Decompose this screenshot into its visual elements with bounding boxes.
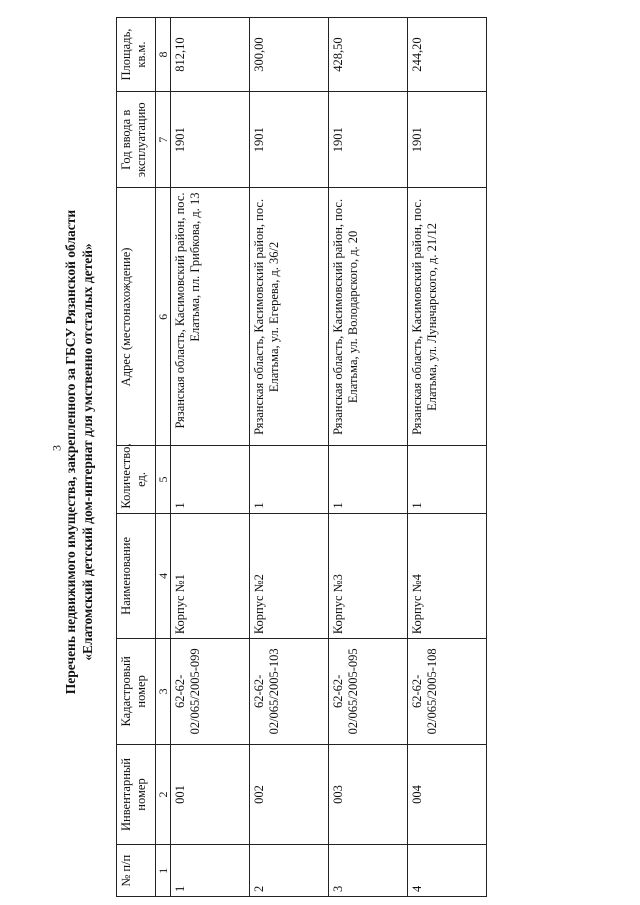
area-cell: 244,20 bbox=[408, 18, 487, 92]
table-header-row bbox=[117, 18, 156, 897]
header-cell: Площадь, кв.м. bbox=[117, 18, 156, 92]
cadastral-number-cell: 62-62-02/065/2005-095 bbox=[329, 639, 408, 744]
inventory-number-cell: 001 bbox=[171, 744, 250, 845]
quantity-cell: 1 bbox=[250, 446, 329, 513]
area-cell: 300,00 bbox=[250, 18, 329, 92]
column-number-cell: 4 bbox=[156, 513, 171, 639]
address-cell: Рязанская область, Касимовский район, пос. Елатьма, пл. Грибкова, д. 13 bbox=[171, 188, 250, 446]
address-cell: Рязанская область, Касимовский район, пос. Елатьма, ул. Луначарского, д. 21/12 bbox=[408, 188, 487, 446]
quantity-cell: 1 bbox=[329, 446, 408, 513]
row-index-cell: 1 bbox=[171, 845, 250, 897]
cadastral-number-cell: 62-62-02/065/2005-103 bbox=[250, 639, 329, 744]
header-cell: Наименование bbox=[117, 513, 156, 639]
table-row bbox=[408, 18, 487, 897]
inventory-number-cell: 002 bbox=[250, 744, 329, 845]
row-index-cell: 2 bbox=[250, 845, 329, 897]
header-cell: Количество, ед. bbox=[117, 446, 156, 513]
header-cell: Год ввода в эксплуатацию bbox=[117, 92, 156, 188]
row-index-cell: 3 bbox=[329, 845, 408, 897]
object-name-cell: Корпус №4 bbox=[408, 513, 487, 639]
year-cell: 1901 bbox=[171, 92, 250, 188]
year-cell: 1901 bbox=[408, 92, 487, 188]
heading-line-2: «Елатомский детский дом-интернат для умственно отсталых детей» bbox=[80, 243, 95, 661]
cadastral-number-cell: 62-62-02/065/2005-108 bbox=[408, 639, 487, 744]
column-number-cell: 5 bbox=[156, 446, 171, 513]
document-heading bbox=[56, 7, 112, 897]
table-row bbox=[329, 18, 408, 897]
column-number-cell: 1 bbox=[156, 845, 171, 897]
table-row bbox=[171, 18, 250, 897]
column-number-cell: 8 bbox=[156, 18, 171, 92]
object-name-cell: Корпус №3 bbox=[329, 513, 408, 639]
column-number-cell: 7 bbox=[156, 92, 171, 188]
cadastral-number-cell: 62-62-02/065/2005-099 bbox=[171, 639, 250, 744]
column-number-cell: 3 bbox=[156, 639, 171, 744]
heading-line-1: Перечень недвижимого имущества, закрепленного за ГБСУ Рязанской области bbox=[63, 209, 78, 695]
year-cell: 1901 bbox=[250, 92, 329, 188]
header-cell: Адрес (местонахождение) bbox=[117, 188, 156, 446]
year-cell: 1901 bbox=[329, 92, 408, 188]
header-cell: № п/п bbox=[117, 845, 156, 897]
quantity-cell: 1 bbox=[171, 446, 250, 513]
column-number-cell: 2 bbox=[156, 744, 171, 845]
header-cell: Кадастровый номер bbox=[117, 639, 156, 744]
area-cell: 812,10 bbox=[171, 18, 250, 92]
page-number: 3 bbox=[49, 445, 64, 451]
inventory-number-cell: 004 bbox=[408, 744, 487, 845]
row-index-cell: 4 bbox=[408, 845, 487, 897]
header-cell: Инвентарный номер bbox=[117, 744, 156, 845]
address-cell: Рязанская область, Касимовский район, пос. Елатьма, ул. Володарского, д. 20 bbox=[329, 188, 408, 446]
column-number-cell: 6 bbox=[156, 188, 171, 446]
area-cell: 428,50 bbox=[329, 18, 408, 92]
inventory-number-cell: 003 bbox=[329, 744, 408, 845]
table-row bbox=[250, 18, 329, 897]
rotated-landscape-page bbox=[56, 7, 616, 897]
object-name-cell: Корпус №2 bbox=[250, 513, 329, 639]
address-cell: Рязанская область, Касимовский район, пос. Елатьма, ул. Егерева, д. 36/2 bbox=[250, 188, 329, 446]
object-name-cell: Корпус №1 bbox=[171, 513, 250, 639]
column-number-row bbox=[156, 18, 171, 897]
property-table bbox=[116, 17, 487, 897]
quantity-cell: 1 bbox=[408, 446, 487, 513]
